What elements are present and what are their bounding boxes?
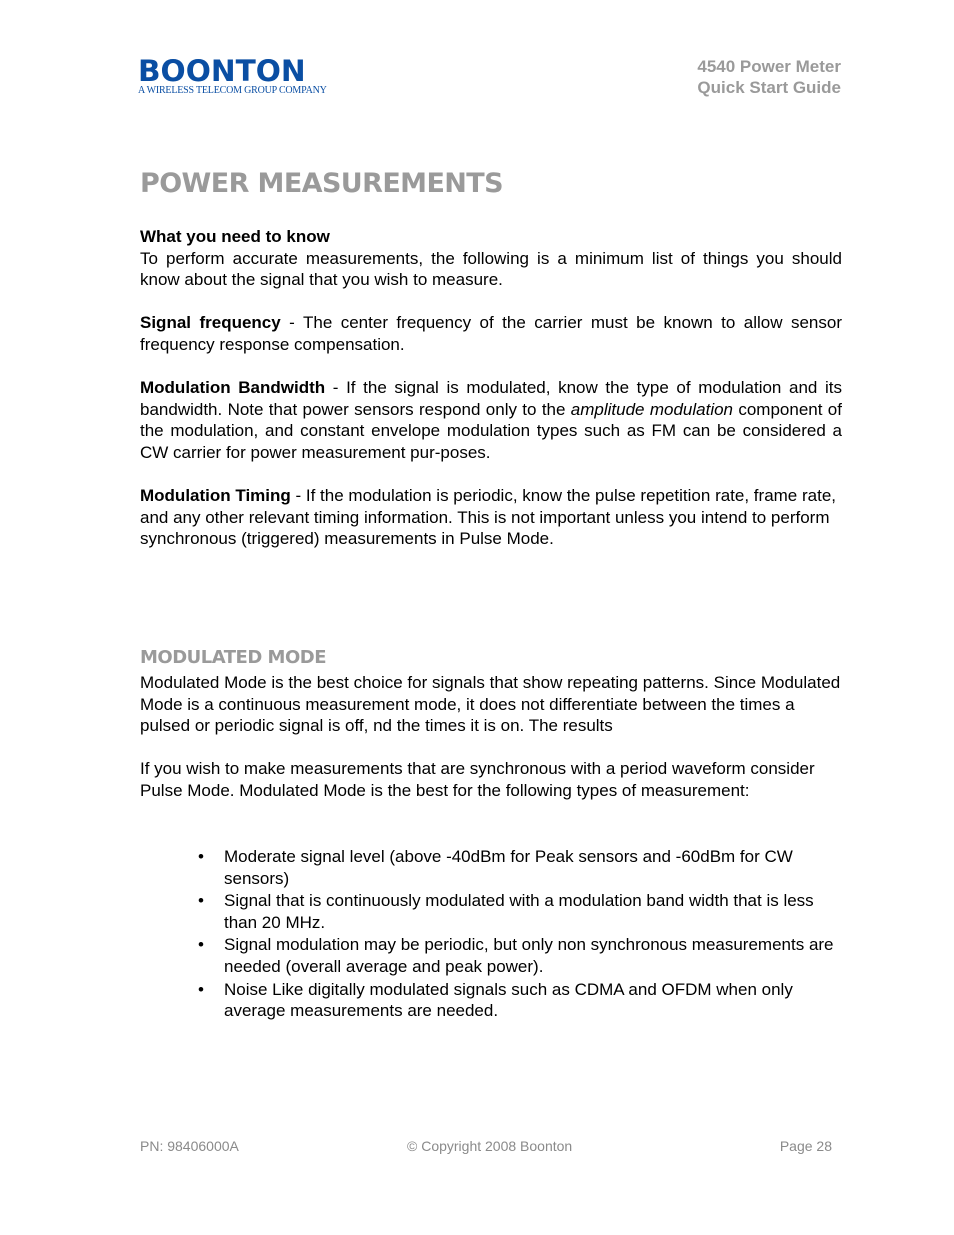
term-description-continued: component of the modulation, and constant envelope modulation types such as FM can be considered a CW carrier for power measurement pur-poses. [140, 399, 842, 462]
logo-wordmark: BOONTON [138, 54, 306, 88]
term-emphasis: amplitude modulation [570, 399, 734, 419]
document-title-line1: 4540 Power Meter [697, 57, 841, 76]
list-item-text: Noise Like digitally modulated signals such as CDMA and OFDM when only average measurements are needed. [224, 979, 793, 1021]
term-label: Modulation Bandwidth [140, 378, 326, 398]
list-item-text: Signal modulation may be periodic, but only non synchronous measurements are needed (overall average and peak power). [224, 935, 834, 976]
bullet-icon: • [198, 847, 204, 866]
term-label: Signal frequency [140, 313, 281, 333]
list-item [140, 846, 842, 889]
document-title-line2: Quick Start Guide [697, 78, 841, 97]
bullet-icon: • [198, 979, 204, 999]
signal-frequency-paragraph [140, 312, 842, 355]
term-label: Modulation Timing [140, 486, 291, 506]
modulated-body [140, 672, 842, 802]
footer-page-number: Page 28 [779, 1138, 832, 1154]
list-item-text: Signal that is continuously modulated with a modulation band width that is less than 20 MHz. [224, 891, 814, 932]
intro-paragraph: To perform accurate measurements, the following is a minimum list of things you should know about the signal that you wish to measure. [140, 248, 842, 290]
term-description: - If the modulation is periodic, know the pulse repetition rate, frame rate, and any other relevant timing information. This is not important unless you intend to perform synchronous (triggered) measurements in Pulse Mode. [140, 486, 837, 549]
measurement-type-list [140, 846, 842, 1023]
section-heading: POWER MEASUREMENTS [140, 168, 503, 199]
footer-copyright: © Copyright 2008 Boonton [407, 1138, 573, 1154]
footer-part-number: PN: 98406000A [140, 1138, 239, 1154]
modulation-timing-paragraph [140, 485, 842, 550]
modulated-paragraph-1: Modulated Mode is the best choice for signals that show repeating patterns. Since Modulated Mode is a continuous measurement mode, it does not differentiate between the times a pulsed or periodic signal is off, nd the times it is on. The results [140, 673, 841, 736]
bullet-icon: • [198, 891, 204, 911]
document-title [697, 56, 841, 98]
term-description: - The center frequency of the carrier must be known to allow sensor frequency response compensation. [140, 313, 843, 354]
section-subtitle: What you need to know [140, 227, 330, 246]
term-description: - If the signal is modulated, know the type of modulation and its bandwidth. Note that power sensors respond only to the [140, 378, 842, 419]
list-item [140, 890, 842, 933]
modulation-bandwidth-paragraph [140, 377, 842, 463]
bullet-icon: • [198, 935, 204, 955]
list-item [140, 934, 842, 977]
boonton-logo [138, 54, 328, 96]
logo-tagline: A WIRELESS TELECOM GROUP COMPANY [138, 85, 327, 96]
modulated-paragraph-2: If you wish to make measurements that are synchronous with a period waveform consider Pulse Mode. Modulated Mode is the best for the following types of measurement: [140, 759, 815, 800]
list-item [140, 979, 842, 1022]
section-body [140, 226, 842, 550]
subsection-heading: MODULATED MODE [140, 647, 327, 668]
list-item-text: Moderate signal level (above -40dBm for Peak sensors and -60dBm for CW sensors) [224, 847, 793, 888]
